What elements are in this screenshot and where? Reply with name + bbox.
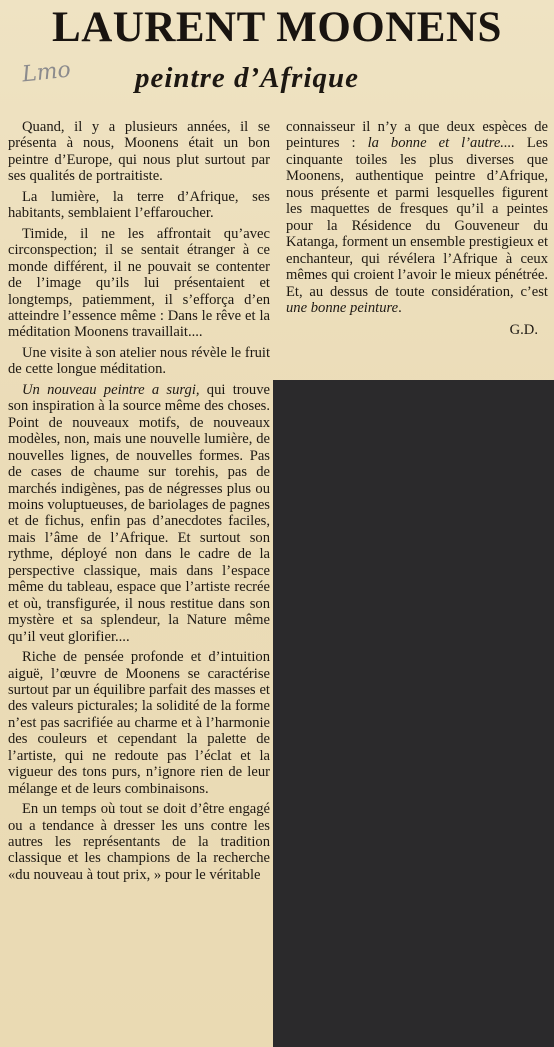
paragraph: Timide, il ne les affrontait qu’avec circonspection; il se sentait étranger à ce monde différent, il ne pouvait se contenter de l’image qu’ils lui présentaient et longtemps, patiemment, il s’efforça d’en atteindre l’essence même : Dans le rêve et la méditation Moonens travaillait....: [8, 225, 270, 341]
left-column: [8, 119, 270, 887]
paragraph-text: qui trouve son inspiration à la source même des choses. Point de nouveaux motifs, de nouveaux modèles, non, mais une nouvelle lumière, de nouvelles lignes, de nouvelles formes. Pas de cases de chaume sur torehis, pas de marchés indigènes, pas de négresses plus ou moins voluptueuses, de bariolages de pagnes et de fichus, enfin pas d’anecdotes faciles, mais l’âme de l’Afrique. Et surtout son rythme, déployé non dans le cadre de la perspective classique, mais dans l’espace même du tableau, espace que l’artiste recrée et où, transfigurée, il nous restitue dans son mystère et sa splendeur, la Nature même qu’il veut glorifier....: [8, 381, 271, 645]
paragraph: [8, 382, 270, 645]
handwritten-note: Lmo: [20, 57, 72, 88]
paragraph: Une visite à son atelier nous révèle le fruit de cette longue méditation.: [8, 344, 270, 378]
paragraph: Riche de pensée profonde et d’intuition aiguë, l’œuvre de Moonens se caractérise surtout par un équilibre parfait des masses et des valeurs picturales; la solidité de la forme n’est pas sacrifiée au charme et à l’harmonie des couleurs et cependant la palette de l’artiste, qui ne redoute pas l’éclat et la vigueur des tons purs, n’ignore rien de leur mélange et de leurs combinaisons.: [8, 649, 270, 797]
signature: G.D.: [509, 322, 538, 339]
paragraph: Quand, il y a plusieurs années, il se présenta à nous, Moonens était un bon peintre d’Europe, qui nous plut surtout par ses qualités de portraitiste.: [8, 119, 270, 185]
paragraph-text: connaisseur il n’y a que deux espèces de peintures :: [286, 119, 548, 152]
paragraph: La lumière, la terre d’Afrique, ses habitants, semblaient l’effaroucher.: [8, 188, 270, 222]
dark-background-area: [273, 380, 554, 1047]
italic-phrase: la bonne et l’autre....: [367, 135, 515, 152]
article-subtitle: peintre d’Afrique: [135, 62, 360, 94]
italic-phrase: Un nouveau peintre a surgi,: [22, 381, 200, 398]
paragraph-text: Les cinquante toiles les plus diverses que Moonens, authentique peintre d’Afrique, nous présente et parmi lesquelles figurent les maquettes de fresques qu’il a peintes pour la Résidence du Gouveneur du Katanga, forment un ensemble prestigieux et enchanteur, qui révélera l’Afrique à ceux mêmes qui croient l’avoir le mieux pénétrée. Et, au dessus de toute considération, c’est: [286, 135, 548, 300]
paragraph: En un temps où tout se doit d’être engagé ou a tendance à dresser les uns contre les autres les représentants de la tradition classique et les champions de la recherche «du nouveau à tout prix, » pour le véritable: [8, 801, 270, 883]
paragraph-text: .: [398, 299, 402, 316]
right-column: [286, 119, 548, 339]
article-title: LAURENT MOONENS: [52, 4, 502, 51]
paragraph: [286, 119, 548, 316]
italic-phrase: une bonne peinture: [286, 299, 399, 316]
